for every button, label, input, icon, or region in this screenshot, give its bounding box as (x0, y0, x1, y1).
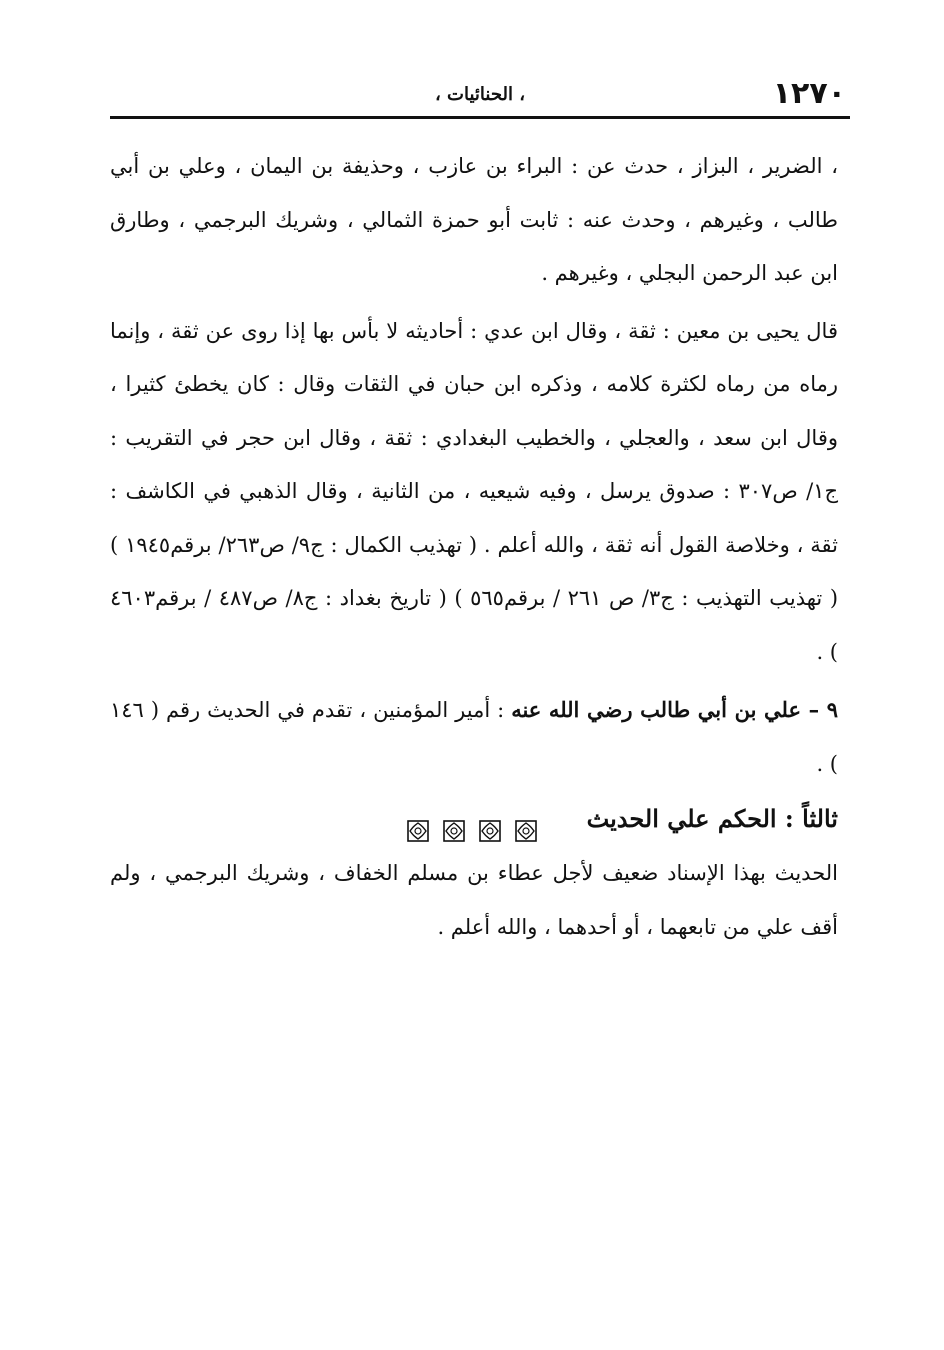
ornament-icon (443, 820, 465, 842)
item-9-name: ٩ – علي بن أبي طالب رضي الله عنه (511, 697, 839, 722)
ornament-icon (407, 820, 429, 842)
header-rule (110, 116, 850, 119)
ornament-icon (515, 820, 537, 842)
item-9-text: : أمير المؤمنين ، تقدم في الحديث رقم ( ١٤٦ ) . (110, 698, 838, 776)
paragraph-grading: قال يحيى بن معين : ثقة ، وقال ابن عدي : أحاديثه لا بأس بها إذا روى عن ثقة ، وإنما رماه من رماه لكثرة كلامه ، وذكره ابن حبان في الثقات وقال : كان يخطئ كثيرا ، وقال ابن سعد ، والعجلي ، والخطيب البغدادي : ثقة ، وقال ابن حجر في التقريب : ج١/ ص٣٠٧ : صدوق يرسل ، وفيه شيعيه ، من الثانية ، وقال الذهبي في الكاشف : ثقة ، وخلاصة القول أنه ثقة ، والله أعلم . ( تهذيب الكمال : ج٩/ ص٢٦٣/ برقم١٩٤٥ ) ( تهذيب التهذيب : ج٣/ ص ٢٦١ / برقم٥٦٥ ) ( تاريخ بغداد : ج٨/ ص٤٨٧ / برقم٤٦٠٣ ) . (110, 318, 839, 664)
running-title: ، الحنائيات ، (434, 84, 526, 105)
page-header (110, 76, 850, 116)
section-heading: ثالثاً : الحكم علي الحديث (586, 804, 838, 833)
paragraph-item-9 (110, 683, 838, 791)
ornament-icon (479, 820, 501, 842)
section-end-ornaments (0, 820, 944, 842)
paragraph-ruling: الحديث بهذا الإسناد ضعيف لأجل عطاء بن مسلم الخفاف ، وشريك البرجمي ، ولم أقف علي من تابعهما ، أو أحدهما ، والله أعلم . (110, 861, 838, 939)
page-number: ١٢٧٠ (772, 76, 846, 111)
paragraph-narrators: ، الضرير ، البزاز ، حدث عن : البراء بن عازب ، وحذيفة بن اليمان ، وعلي بن أبي طالب ، وغيرهم ، وحدث عنه : ثابت أبو حمزة الثمالي ، وشريك البرجمي ، وطارق ابن عبد الرحمن البجلي ، وغيرهم . (110, 154, 838, 285)
